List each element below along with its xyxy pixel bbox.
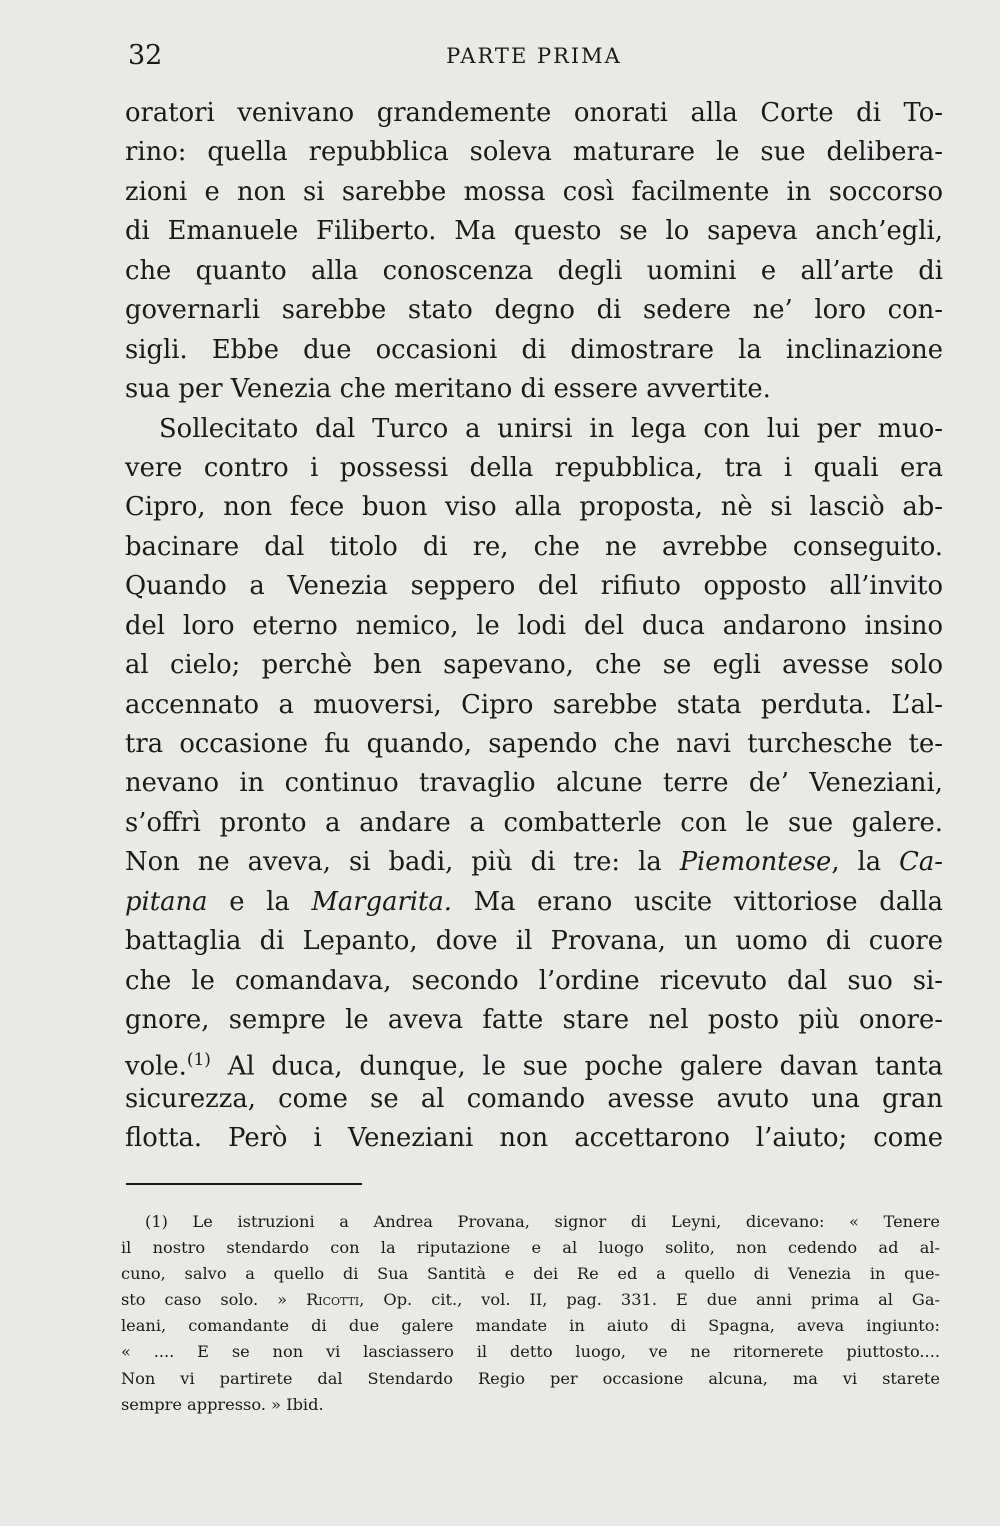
text-run: , Op. cit., vol. II, pag. 331. E due anni prima al Ga- xyxy=(359,1290,940,1310)
running-head: PARTE PRIMA xyxy=(446,44,622,68)
galley-name-piemontese: Piemontese xyxy=(679,847,832,878)
text-line: Quando a Venezia seppero del rifiuto opposto all’invito xyxy=(125,571,943,602)
text-line: al cielo; perchè ben sapevano, che se egli avesse solo xyxy=(125,650,943,681)
cited-author: Ricotti xyxy=(306,1290,360,1310)
text-line: zioni e non si sarebbe mossa così facilmente in soccorso xyxy=(125,176,943,207)
text-line: Cipro, non fece buon viso alla proposta, nè si lasciò ab- xyxy=(125,492,943,523)
text-line: che le comandava, secondo l’ordine ricevuto dal suo si- xyxy=(125,965,943,996)
text-line: flotta. Però i Veneziani non accettarono l’aiuto; come xyxy=(125,1123,943,1154)
text-run: , la xyxy=(831,847,900,878)
text-run: Al duca, dunque, le sue poche galere davan tanta xyxy=(210,1051,943,1082)
footnote-marker[interactable]: (1) xyxy=(186,1049,211,1070)
text-line: rino: quella repubblica soleva maturare le sue delibera- xyxy=(125,137,943,168)
text-line: bacinare dal titolo di re, che ne avrebbe conseguito. xyxy=(125,531,943,562)
text-line: tra occasione fu quando, sapendo che navi turchesche te- xyxy=(125,729,943,759)
footnote-line: il nostro stendardo con la riputazione e al luogo solito, non cedendo ad al- xyxy=(121,1238,940,1258)
page-header xyxy=(128,40,940,76)
text-line xyxy=(125,883,943,922)
text-line: governarli sarebbe stato degno di sedere ne’ loro con- xyxy=(125,295,943,326)
text-line: sicurezza, come se al comando avesse avuto una gran xyxy=(125,1083,943,1114)
text-line: nevano in continuo travaglio alcune terre de’ Veneziani, xyxy=(125,768,943,799)
text-run: Ma erano uscite vittoriose dalla xyxy=(452,886,943,917)
page-number: 32 xyxy=(128,40,163,71)
text-run: e la xyxy=(207,886,312,917)
text-line: di Emanuele Filiberto. Ma questo se lo sapeva anch’egli, xyxy=(125,216,943,247)
footnote-line xyxy=(121,1287,940,1313)
text-line: oratori venivano grandemente onorati alla Corte di To- xyxy=(125,98,943,128)
galley-name-capitana: pitana xyxy=(125,886,208,917)
text-line: vere contro i possessi della repubblica, tra i quali era xyxy=(125,452,943,483)
text-line: sua per Venezia che meritano di essere avvertite. xyxy=(125,374,771,405)
footnotes xyxy=(121,1209,940,1418)
text-line: battaglia di Lepanto, dove il Provana, un uomo di cuore xyxy=(125,926,943,957)
text-line xyxy=(125,843,943,882)
text-line: accennato a muoversi, Cipro sarebbe stata perduta. L’al- xyxy=(125,689,943,720)
footnote-line: « .... E se non vi lasciassero il detto luogo, ve ne ritornerete piuttosto.... xyxy=(121,1342,940,1362)
footnote-line: cuno, salvo a quello di Sua Santità e dei Re ed a quello di Venezia in que- xyxy=(121,1264,940,1284)
footnote-separator xyxy=(126,1183,362,1185)
text-line: gnore, sempre le aveva fatte stare nel posto più onore- xyxy=(125,1005,943,1036)
text-run: sto caso solo. » xyxy=(121,1290,307,1310)
footnote-line: leani, comandante di due galere mandate in aiuto di Spagna, aveva ingiunto: xyxy=(121,1316,940,1336)
body-text xyxy=(125,94,943,1159)
footnote-line: Non vi partirete dal Stendardo Regio per occasione alcuna, ma vi starete xyxy=(121,1368,940,1388)
text-line: che quanto alla conoscenza degli uomini e all’arte di xyxy=(125,255,943,286)
text-run: Non ne aveva, si badi, più di tre: la xyxy=(125,847,680,878)
galley-name-margarita: Margarita. xyxy=(311,886,453,917)
text-line: del loro eterno nemico, le lodi del duca andarono insino xyxy=(125,610,943,641)
text-line: Sollecitato dal Turco a unirsi in lega con lui per muo- xyxy=(159,413,943,444)
text-line: sigli. Ebbe due occasioni di dimostrare la inclinazione xyxy=(125,334,943,365)
footnote-line: (1) Le istruzioni a Andrea Provana, signor di Leyni, dicevano: « Tenere xyxy=(145,1212,940,1231)
footnote-line: sempre appresso. » Ibid. xyxy=(121,1394,324,1414)
text-line: s’offrì pronto a andare a combatterle con le sue galere. xyxy=(125,807,943,838)
galley-name-capitana: Ca- xyxy=(899,847,943,878)
text-run: vole. xyxy=(125,1051,187,1082)
text-line xyxy=(125,1041,943,1080)
